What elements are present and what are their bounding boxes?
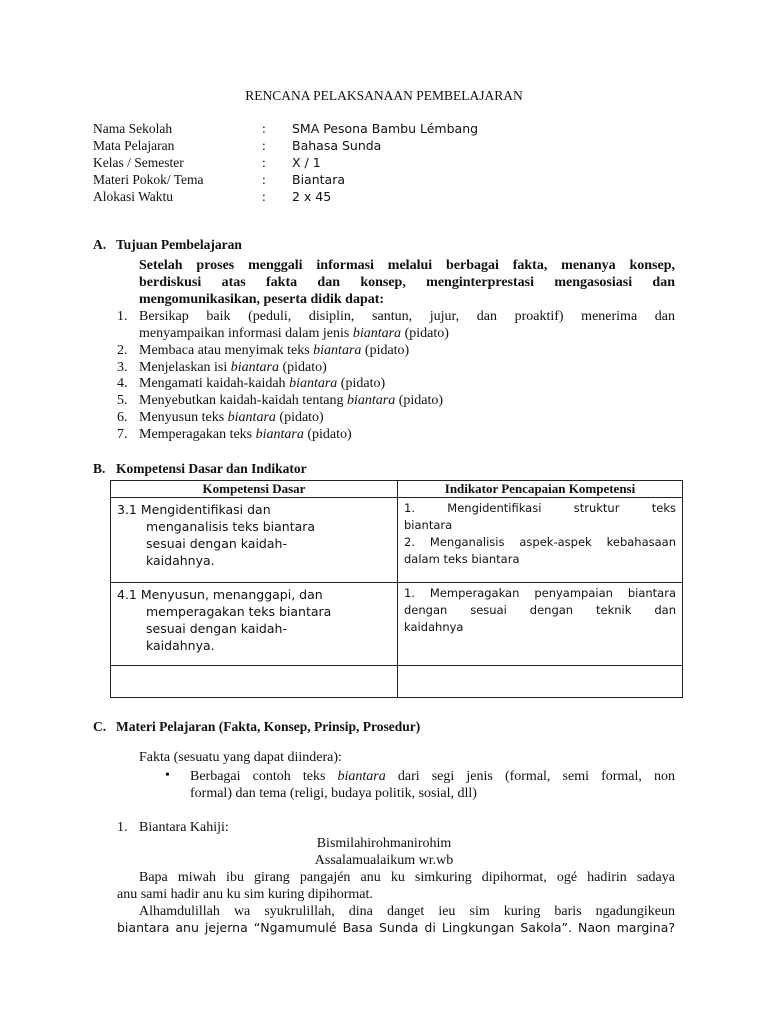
bullet-text: dari segi jenis (formal, semi formal, non — [385, 769, 676, 784]
identity-label: Kelas / Semester — [93, 155, 184, 170]
list-emphasis: biantara — [230, 360, 279, 375]
kd-line: Menyusun, menanggapi, dan — [140, 587, 323, 602]
speech-opening-line: Bismilahirohmanirohim — [316, 836, 452, 851]
list-text: Memperagakan teks — [139, 427, 256, 442]
fakta-label: Fakta (sesuatu yang dapat diindera): — [139, 750, 342, 765]
section-letter: B. — [93, 461, 106, 476]
table-header-cell: Indikator Pencapaian Kompetensi — [398, 481, 683, 498]
identity-colon: : — [262, 155, 266, 170]
section-a-intro-line-1: Setelah proses menggali informasi melalui berbagai fakta, menanya konsep, — [139, 258, 675, 273]
identity-colon: : — [262, 121, 266, 136]
indicator-line: kaidahnya — [404, 620, 464, 634]
identity-colon: : — [262, 189, 266, 204]
competency-table — [110, 480, 683, 698]
identity-value: SMA Pesona Bambu Lémbang — [292, 121, 479, 136]
speech-greeting-line: Assalamualaikum wr.wb — [314, 853, 454, 868]
list-text: (pidato) — [279, 360, 327, 375]
kd-line: sesuai dengan kaidah- — [146, 621, 287, 636]
kd-text — [115, 501, 393, 518]
identity-value: 2 x 45 — [292, 189, 332, 204]
kd-line: Mengidentifikasi dan — [140, 502, 271, 517]
list-emphasis: biantara — [255, 427, 304, 442]
list-text: Biantara Kahiji: — [139, 820, 229, 835]
table-row — [111, 498, 683, 583]
indicator-line: 2. Menganalisis aspek-aspek kebahasaan — [404, 535, 676, 549]
indicator-line: 1. Mengidentifikasi struktur teks — [404, 501, 676, 515]
list-text: Menjelaskan isi — [139, 360, 231, 375]
identity-label: Materi Pokok/ Tema — [93, 172, 204, 187]
list-text: menyampaikan informasi dalam jenis — [139, 326, 353, 341]
list-text: (pidato) — [395, 393, 444, 408]
bullet-emphasis: biantara — [337, 769, 386, 784]
list-text: (pidato) — [401, 326, 449, 341]
list-text: Membaca atau menyimak teks — [139, 343, 314, 358]
section-letter: A. — [93, 237, 107, 252]
list-number: 7. — [117, 427, 128, 442]
list-emphasis: biantara — [313, 343, 362, 358]
list-text: (pidato) — [303, 427, 352, 442]
kd-number: 3.1 — [117, 502, 137, 517]
list-number: 2. — [117, 343, 128, 358]
document-title: RENCANA PELAKSANAAN PEMBELAJARAN — [245, 88, 523, 103]
kd-line: kaidahnya. — [146, 553, 215, 568]
list-number: 3. — [117, 360, 128, 375]
list-emphasis: biantara — [352, 326, 402, 341]
list-number: 1. — [117, 820, 128, 835]
empty-cell — [111, 666, 398, 698]
bullet-text: Berbagai contoh teks — [190, 769, 338, 784]
list-number: 6. — [117, 410, 128, 425]
identity-value: X / 1 — [292, 155, 321, 170]
list-number: 5. — [117, 393, 128, 408]
speech-para-1-line-1: Bapa miwah ibu girang pangajén anu ku simkuring dipihormat, ogé hadirin sadaya — [139, 870, 675, 885]
section-title: Tujuan Pembelajaran — [116, 237, 242, 252]
speech-para-1-line-2: anu sami hadir anu ku sim kuring dipihormat. — [117, 887, 373, 902]
bullet-icon: • — [165, 768, 170, 783]
list-emphasis: biantara — [346, 393, 396, 408]
empty-cell — [398, 666, 683, 698]
list-emphasis: biantara — [289, 376, 338, 391]
identity-colon: : — [262, 172, 266, 187]
list-text: Menyusun teks — [139, 410, 228, 425]
indicator-cell — [398, 583, 683, 666]
list-number: 1. — [117, 309, 128, 324]
identity-label: Mata Pelajaran — [93, 138, 175, 153]
section-a-intro-line-2: berdiskusi atas fakta dan konsep, menginterprestasi mengasosiasi dan — [139, 275, 675, 290]
identity-colon: : — [262, 138, 266, 153]
identity-value: Bahasa Sunda — [292, 138, 382, 153]
section-title: Materi Pelajaran (Fakta, Konsep, Prinsip, Prosedur) — [116, 719, 421, 734]
speech-para-2-line-2: biantara anu jejerna “Ngamumulé Basa Sunda di Lingkungan Sakola”. Naon margina? — [117, 920, 675, 935]
section-c-heading — [93, 719, 420, 735]
kd-cell — [111, 498, 398, 583]
kd-text — [115, 586, 393, 603]
section-title: Kompetensi Dasar dan Indikator — [116, 461, 307, 476]
indicator-cell — [398, 498, 683, 583]
section-a-heading — [93, 237, 242, 253]
table-row — [111, 583, 683, 666]
section-a-intro-line-3: mengomunikasikan, peserta didik dapat: — [139, 292, 385, 307]
table-header-row — [111, 481, 683, 498]
list-emphasis: biantara — [227, 410, 276, 425]
section-b-heading — [93, 461, 307, 477]
list-text: (pidato) — [337, 376, 386, 391]
bullet-text-line-2: formal) dan tema (religi, budaya politik, sosial, dll) — [190, 786, 477, 801]
kd-line: memperagakan teks biantara — [146, 604, 332, 619]
list-text: Mengamati kaidah-kaidah — [139, 376, 290, 391]
list-number: 4. — [117, 376, 128, 391]
indicator-line: biantara — [404, 518, 453, 532]
table-row-empty — [111, 666, 683, 698]
table-header-cell: Kompetensi Dasar — [111, 481, 398, 498]
kd-cell — [111, 583, 398, 666]
list-text: (pidato) — [275, 410, 324, 425]
kd-line: kaidahnya. — [146, 638, 215, 653]
indicator-line: dengan sesuai dengan teknik dan — [404, 603, 676, 617]
list-text: Bersikap baik (peduli, disiplin, santun, jujur, dan proaktif) menerima dan — [139, 309, 675, 324]
identity-label: Nama Sekolah — [93, 121, 173, 136]
list-text: (pidato) — [361, 343, 410, 358]
identity-value: Biantara — [292, 172, 345, 187]
identity-label: Alokasi Waktu — [93, 189, 174, 204]
bullet-text-line-1 — [190, 768, 675, 785]
speech-para-2-line-1: Alhamdulillah wa syukrulillah, dina danget ieu sim kuring baris ngadungikeun — [139, 904, 675, 919]
indicator-line: dalam teks biantara — [404, 552, 520, 566]
indicator-line: 1. Memperagakan penyampaian biantara — [404, 586, 676, 600]
kd-number: 4.1 — [117, 587, 137, 602]
kd-line: menganalisis teks biantara — [146, 519, 316, 534]
kd-line: sesuai dengan kaidah- — [146, 536, 287, 551]
section-letter: C. — [93, 719, 107, 734]
list-text: Menyebutkan kaidah-kaidah tentang — [139, 393, 347, 408]
